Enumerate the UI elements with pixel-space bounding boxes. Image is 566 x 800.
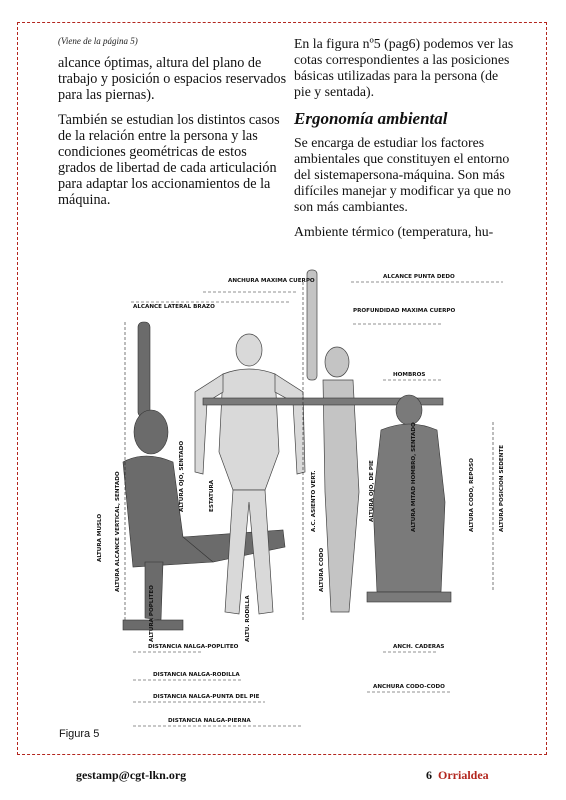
label-nalga-rodilla: DISTANCIA NALGA-RODILLA: [153, 672, 240, 678]
side-raised-arm: [307, 270, 317, 380]
page-number: 6: [426, 768, 432, 782]
label-anch-caderas: ANCH. CADERAS: [393, 644, 445, 650]
label-nalga-punta: DISTANCIA NALGA-PUNTA DEL PIE: [153, 694, 260, 700]
label-codo-codo: ANCHURA CODO-CODO: [373, 684, 445, 690]
label-alcance-punta: ALCANCE PUNTA DEDO: [383, 274, 455, 280]
side-figure: [307, 270, 359, 612]
back-head: [396, 395, 422, 425]
front-right-arm: [275, 374, 305, 474]
footer-email: gestamp@cgt-lkn.org: [76, 768, 187, 782]
label-ojo-sentado: ALTURA OJO, SENTADO: [179, 440, 185, 512]
anthropometric-figure: [53, 262, 519, 749]
label-nalga-popliteo: DISTANCIA NALGA-POPLITEO: [148, 644, 239, 650]
figure-caption: Figura 5: [59, 728, 100, 740]
right-column: [294, 36, 516, 249]
continued-note: (Viene de la página 5): [58, 36, 138, 46]
label-alcance-vertical: ALTURA ALCANCE VERTICAL, SENTADO: [115, 471, 121, 592]
left-paragraph-1: alcance óptimas, altura del plano de trabajo y posición o espacios reservados para las piernas).: [58, 55, 287, 103]
label-popliteo: ALTURA POPLITEO: [149, 585, 155, 642]
front-torso: [219, 369, 279, 490]
label-estatura: ESTATURA: [209, 479, 215, 512]
section-heading: Ergonomía ambiental: [294, 109, 448, 128]
front-head: [236, 334, 262, 366]
back-torso: [373, 424, 445, 592]
front-figure: [195, 334, 305, 614]
label-posicion-sedente: ALTURA POSICION SEDENTE: [499, 444, 505, 532]
right-paragraph-2: Se encarga de estudiar los factores ambientales que constituyen el entorno del sistemapersona-máquina. Son más difíciles manejar y modificar ya que no son más cambiantes.: [294, 135, 511, 214]
back-seat: [367, 592, 451, 602]
label-profundidad: PROFUNDIDAD MAXIMA CUERPO: [353, 308, 456, 314]
left-paragraph-2: También se estudian los distintos casos de la relación entre la persona y las condiciones geométricas de estos grados de libertad de cada articulación para adaptar los accionamientos de la máquina.: [58, 112, 280, 208]
label-nalga-pierna: DISTANCIA NALGA-PIERNA: [168, 718, 251, 724]
magazine-name: Orrialdea: [438, 768, 489, 782]
side-body: [323, 380, 359, 612]
label-codo-reposo: ALTURA CODO, REPOSO: [469, 458, 475, 532]
label-anchura-maxima: ANCHURA MAXIMA CUERPO: [228, 278, 315, 284]
seated-head: [134, 410, 168, 454]
label-hombros: HOMBROS: [393, 372, 426, 378]
footer-page-info: [426, 768, 489, 783]
label-rodilla: ALTU. RODILLA: [245, 595, 251, 642]
label-alcance-lateral: ALCANCE LATERAL BRAZO: [133, 304, 215, 310]
label-altura-muslo: ALTURA MUSLO: [97, 513, 103, 562]
front-left-arm: [195, 374, 223, 474]
right-paragraph-1: En la figura nº5 (pag6) podemos ver las cotas correspondientes a las posiciones básicas utilizadas para la persona (de pie y sentada).: [294, 36, 514, 99]
label-ac-asiento: A.C. ASIENTO VERT.: [311, 470, 317, 532]
left-column: [58, 36, 288, 217]
right-paragraph-3: Ambiente térmico (temperatura, hu-: [294, 224, 494, 239]
label-ojo-de-pie: ALTURA OJO, DE PIE: [369, 460, 375, 522]
anthropometric-diagram: [53, 262, 519, 749]
label-mitad-hombro: ALTURA MITAD HOMBRO, SENTADO: [411, 422, 417, 532]
side-head: [325, 347, 349, 377]
seated-raised-arm: [138, 322, 150, 417]
label-altura-codo: ALTURA CODO: [319, 547, 325, 592]
